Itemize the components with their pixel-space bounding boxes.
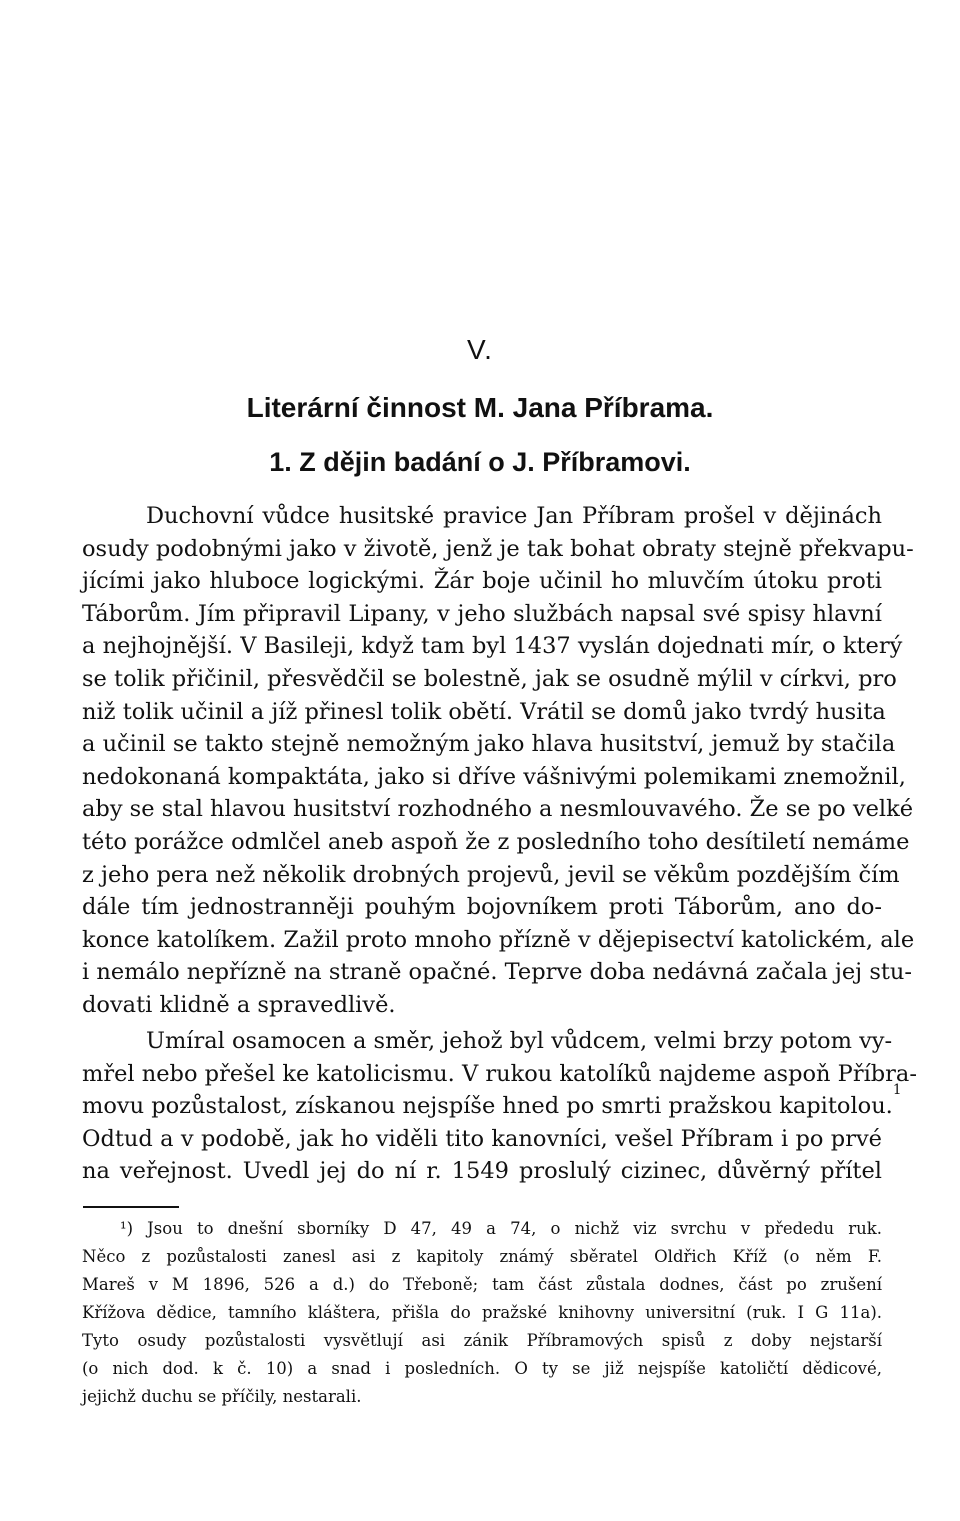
footnote-line: Křížova dědice, tamního kláštera, přišla do pražské knihovny universitní (ruk. I G 11a). [82, 1303, 882, 1322]
text-line: se tolik přičinil, přesvědčil se bolestně, jak se osudně mýlil v církvi, pro [82, 665, 897, 692]
text-line: na veřejnost. Uvedl jej do ní r. 1549 proslulý cizinec, důvěrný přítel [82, 1158, 882, 1185]
text-line: Odtud a v podobě, jak ho viděli tito kanovníci, vešel Příbram i po prvé [82, 1125, 882, 1152]
text-line: niž tolik učinil a jíž přinesl tolik obětí. Vrátil se domů jako tvrdý husita [82, 698, 886, 725]
footnote-line: Tyto osudy pozůstalosti vysvětlují asi zánik Příbramových spisů z doby nejstarší [82, 1331, 882, 1350]
paragraph-1 [82, 500, 915, 1022]
text-line-with-footnote [82, 1082, 902, 1123]
chapter-number: V. [467, 334, 493, 365]
footnote-divider [83, 1206, 179, 1208]
footnote-line: Něco z pozůstalosti zanesl asi z kapitoly známý sběratel Oldřich Kříž (o něm F. [82, 1247, 882, 1266]
footnote-line: (o nich dod. k č. 10) a snad i posledních. O ty se již nejspíše katoličtí dědicové, [82, 1359, 882, 1378]
text-line: aby se stal hlavou husitství rozhodného a nesmlouvavého. Že se po velké [82, 796, 914, 823]
text-line: dále tím jednostranněji pouhým bojovníkem proti Táborům, ano do- [82, 894, 882, 921]
text-line: této porážce odmlčel aneb aspoň že z posledního toho desítiletí nemáme [82, 828, 910, 855]
footnote-line: jejichž duchu se příčily, nestarali. [82, 1387, 362, 1406]
section-heading: 1. Z dějin badání o J. Příbramovi. [269, 447, 691, 477]
chapter-title: Literární činnost M. Jana Příbrama. [246, 392, 714, 423]
text-line: a nejhojnější. V Basileji, když tam byl 1437 vyslán dojednati mír, o který [82, 633, 903, 660]
text-line: mřel nebo přešel ke katolicismu. V rukou katolíků najdeme aspoň Příbra- [82, 1060, 917, 1087]
text-line: osudy podobnými jako v životě, jenž je tak bohat obraty stejně překvapu- [82, 535, 914, 562]
footnote-line: ¹) Jsou to dnešní sborníky D 47, 49 a 74, o nichž viz svrchu v přededu ruk. [120, 1219, 882, 1238]
text-line: Duchovní vůdce husitské pravice Jan Příbram prošel v dějinách [146, 503, 882, 529]
footnote-reference: 1 [892, 1082, 902, 1099]
text-line: nedokonaná kompaktáta, jako si dříve vášnivými polemikami znemožnil, [82, 763, 906, 790]
text-line: z jeho pera než několik drobných projevů, jevil se věkům pozdějším čím [82, 861, 900, 888]
text-line: i nemálo nepřízně na straně opačné. Teprve doba nedávná začala jej stu- [82, 959, 912, 986]
text-line: konce katolíkem. Zažil proto mnoho přízně v dějepisectví katolickém, ale [82, 926, 915, 953]
text-line-content: movu pozůstalost, získanou nejspíše hned po smrti pražskou kapitolou. [82, 1093, 893, 1120]
text-line: jícími jako hluboce logickými. Žár boje učinil ho mluvčím útoku proti [82, 568, 882, 595]
text-line: dovati klidně a spravedlivě. [82, 991, 396, 1018]
text-line: a učinil se takto stejně nemožným jako hlava husitství, jemuž by stačila [82, 731, 896, 758]
text-line: Táborům. Jím připravil Lipany, v jeho službách napsal své spisy hlavní [82, 600, 882, 627]
footnotes [82, 1215, 882, 1411]
text-line: Umíral osamocen a směr, jehož byl vůdcem, velmi brzy potom vy- [146, 1028, 893, 1054]
paragraph-2 [82, 1025, 917, 1188]
footnote-line: Mareš v M 1896, 526 a d.) do Třeboně; tam část zůstala dodnes, část po zrušení [82, 1275, 882, 1294]
